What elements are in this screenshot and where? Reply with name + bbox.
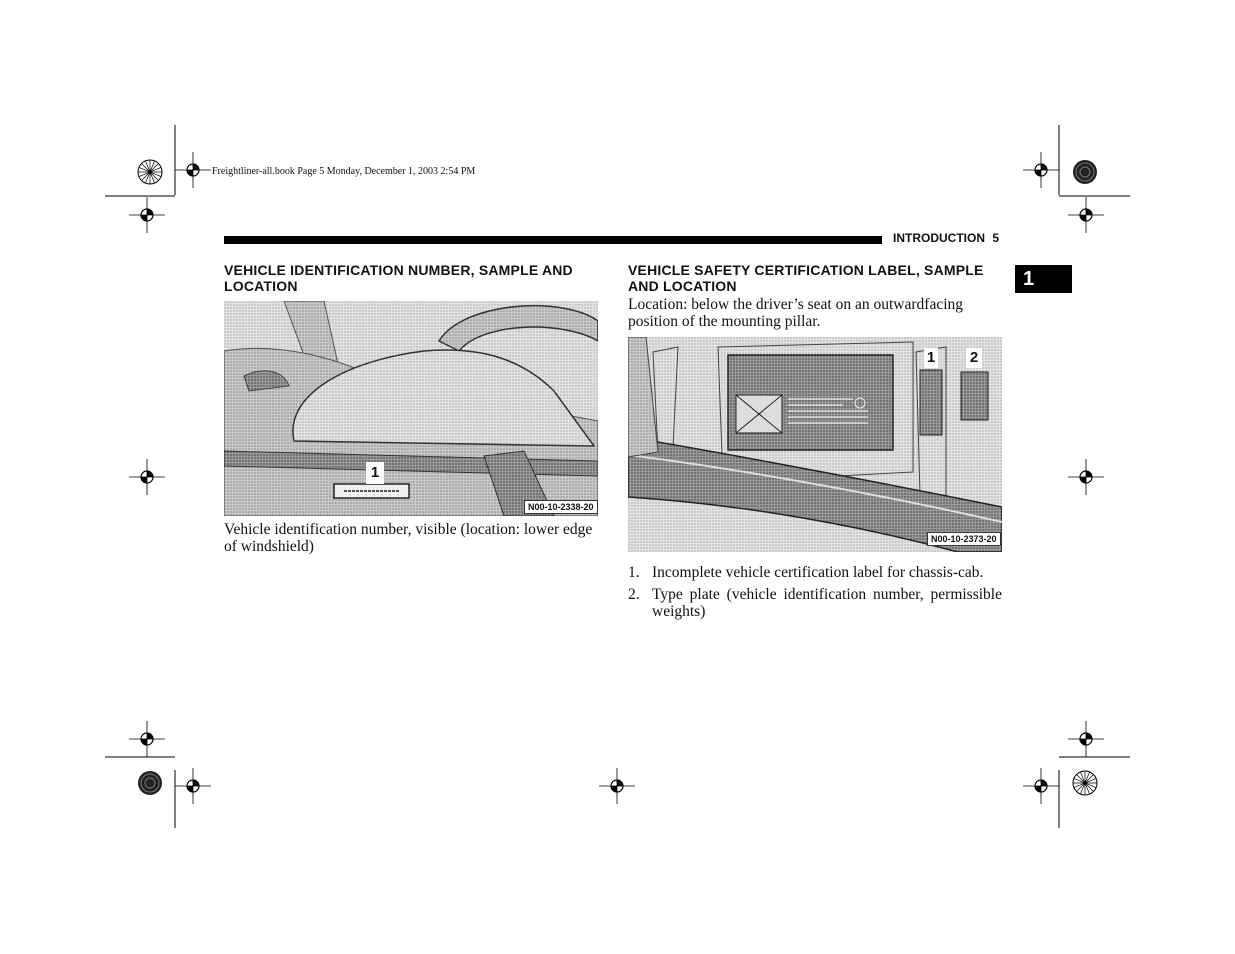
- seat-pillar-illustration: [628, 337, 1002, 552]
- label-location-text: Location: below the driver’s seat on an outwardfacing position of the mounting pillar.: [628, 296, 964, 330]
- running-head: [893, 231, 999, 245]
- list-item-text: Type plate (vehicle identification number, permissible weights): [652, 586, 1002, 620]
- running-head-section: INTRODUCTION: [893, 231, 985, 245]
- vin-figure-code: N00-10-2338-20: [524, 500, 598, 514]
- label-figure-callout-2: 2: [966, 348, 982, 368]
- label-figure-code: N00-10-2373-20: [927, 532, 1001, 546]
- running-head-page-number: 5: [992, 231, 1000, 245]
- header-rule: [224, 236, 882, 244]
- left-section-heading: VEHICLE IDENTIFICATION NUMBER, SAMPLE AND LOCATION: [224, 262, 573, 294]
- list-item-number: 2.: [628, 586, 640, 603]
- print-header: Freightliner-all.book Page 5 Monday, December 1, 2003 2:54 PM: [212, 166, 476, 177]
- label-callout-list: [628, 564, 1002, 625]
- right-section-heading: VEHICLE SAFETY CERTIFICATION LABEL, SAMPLE AND LOCATION: [628, 262, 984, 294]
- list-item: [628, 586, 1002, 620]
- certification-label-figure: [628, 337, 1002, 552]
- vin-figure-callout-1: 1: [366, 462, 384, 484]
- label-figure-callout-1: 1: [924, 348, 938, 368]
- chapter-tab: 1: [1015, 265, 1072, 293]
- list-item: [628, 564, 1002, 581]
- list-item-number: 1.: [628, 564, 640, 581]
- vin-figure-caption: Vehicle identification number, visible (location: lower edge of windshield): [224, 521, 593, 555]
- list-item-text: Incomplete vehicle certification label for chassis-cab.: [652, 564, 984, 581]
- vin-location-figure: [224, 301, 598, 516]
- dashboard-illustration: [224, 301, 598, 516]
